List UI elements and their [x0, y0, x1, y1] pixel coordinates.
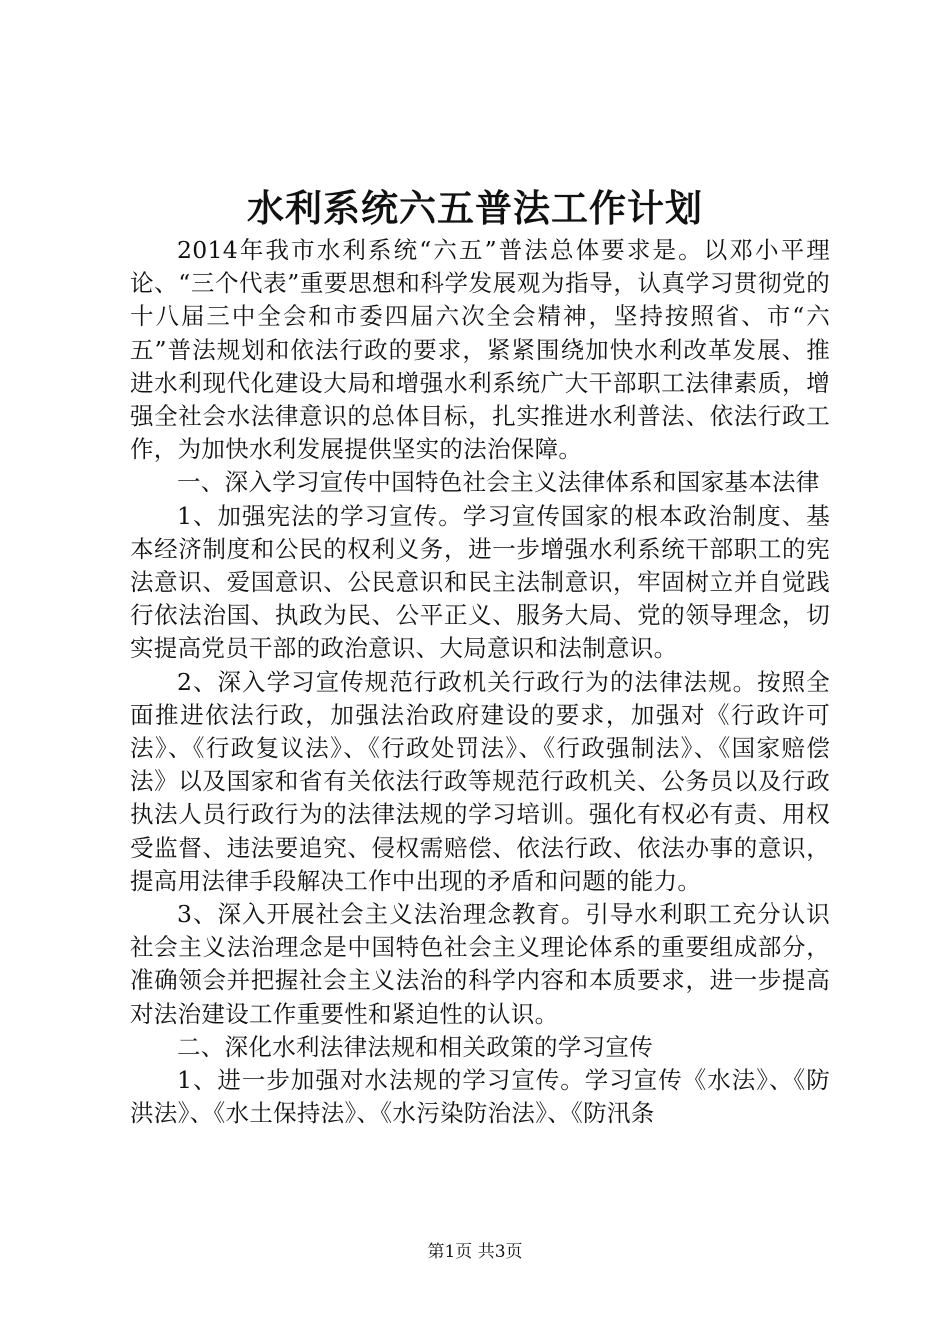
section-heading-2: 二、深化水利法律法规和相关政策的学习宣传 — [177, 1032, 653, 1061]
paragraph-intro: 2014年我市水利系统“六五”普法总体要求是。以邓小平理论、“三个代表”重要思想和科学发展观为指导，认真学习贯彻党的十八届三中全会和市委四届六次全会精神，坚持按照省、市“六五”普法规划和依法行政的要求，紧紧围绕加快水利改革发展、推进水利现代化建设大局和增强水利系统广大干部职工法律素质，增强全社会水法律意识的总体目标，扎实推进水利普法、依法行政工作，为加快水利发展提供坚实的法治保障。 — [130, 236, 830, 464]
paragraph-2-1: 1、进一步加强对水法规的学习宣传。学习宣传《水法》、《防洪法》、《水土保持法》、《水污染防治法》、《防汛条 — [130, 1066, 830, 1128]
page-number-footer: 第1页 共3页 — [427, 1242, 523, 1262]
document-body — [130, 234, 830, 1130]
paragraph-1-3: 3、深入开展社会主义法治理念教育。引导水利职工充分认识社会主义法治理念是中国特色社会主义理论体系的重要组成部分，准确领会并把握社会主义法治的科学内容和本质要求，进一步提高对法治建设工作重要性和紧迫性的认识。 — [130, 900, 830, 1028]
paragraph-1-1: 1、加强宪法的学习宣传。学习宣传国家的根本政治制度、基本经济制度和公民的权利义务，进一步增强水利系统干部职工的宪法意识、爱国意识、公民意识和民主法制意识，牢固树立并自觉践行依法治国、执政为民、公平正义、服务大局、党的领导理念，切实提高党员干部的政治意识、大局意识和法制意识。 — [130, 501, 830, 663]
section-heading-1: 一、深入学习宣传中国特色社会主义法律体系和国家基本法律 — [177, 468, 820, 497]
paragraph-1-2: 2、深入学习宣传规范行政机关行政行为的法律法规。按照全面推进依法行政，加强法治政府建设的要求，加强对《行政许可法》、《行政复议法》、《行政处罚法》、《行政强制法》、《国家赔偿法》以及国家和省有关依法行政等规范行政机关、公务员以及行政执法人员行政行为的法律法规的学习培训。强化有权必有责、用权受监督、违法要追究、侵权需赔偿、依法行政、依法办事的意识，提高用法律手段解决工作中出现的矛盾和问题的能力。 — [130, 667, 830, 895]
document-title: 水利系统六五普法工作计划 — [247, 186, 703, 230]
